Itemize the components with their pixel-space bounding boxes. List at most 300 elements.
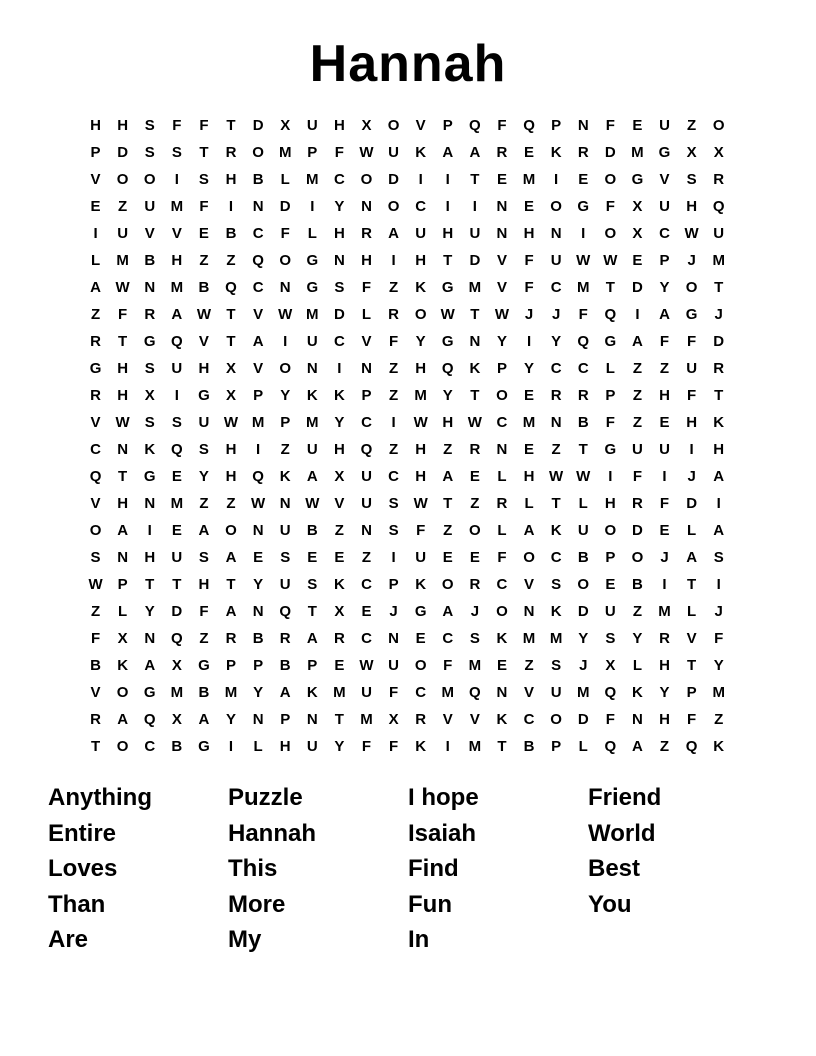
grid-cell[interactable]: Q [225, 279, 237, 296]
grid-cell[interactable]: C [496, 576, 508, 593]
grid-cell[interactable]: R [577, 387, 589, 404]
grid-cell[interactable]: I [445, 738, 450, 755]
grid-cell[interactable]: U [577, 522, 589, 539]
grid-cell[interactable]: I [256, 441, 261, 458]
grid-cell[interactable]: A [144, 657, 156, 674]
grid-cell[interactable]: O [550, 711, 562, 728]
grid-cell[interactable]: M [631, 144, 644, 161]
grid-cell[interactable]: E [496, 171, 507, 188]
grid-cell[interactable]: O [469, 522, 481, 539]
grid-cell[interactable]: N [306, 360, 318, 377]
grid-cell[interactable]: E [659, 522, 670, 539]
grid-cell[interactable]: U [388, 144, 399, 161]
grid-cell[interactable]: N [252, 711, 264, 728]
grid-cell[interactable]: A [523, 522, 535, 539]
grid-cell[interactable]: E [524, 387, 535, 404]
grid-cell[interactable]: Q [170, 630, 183, 647]
grid-cell[interactable]: I [283, 333, 288, 350]
grid-cell[interactable]: Z [687, 117, 697, 134]
grid-cell[interactable]: Z [388, 387, 399, 404]
grid-cell[interactable]: N [333, 252, 345, 269]
grid-cell[interactable]: J [389, 603, 398, 620]
grid-cell[interactable]: H [523, 468, 535, 485]
grid-cell[interactable]: A [713, 522, 725, 539]
grid-cell[interactable]: I [445, 198, 450, 215]
grid-cell[interactable]: R [144, 306, 156, 323]
grid-cell[interactable]: V [90, 684, 101, 701]
grid-cell[interactable]: A [306, 630, 318, 647]
grid-cell[interactable]: H [333, 225, 345, 242]
grid-cell[interactable]: R [90, 711, 101, 728]
grid-cell[interactable]: R [388, 306, 399, 323]
grid-cell[interactable]: I [174, 171, 179, 188]
grid-cell[interactable]: N [388, 630, 399, 647]
grid-cell[interactable]: H [279, 738, 291, 755]
grid-cell[interactable]: J [551, 306, 561, 323]
grid-cell[interactable]: K [496, 711, 508, 728]
grid-cell[interactable]: H [225, 441, 237, 458]
grid-cell[interactable]: T [443, 495, 453, 512]
grid-cell[interactable]: O [604, 171, 617, 188]
grid-cell[interactable]: E [415, 630, 426, 647]
grid-cell[interactable]: G [198, 387, 210, 404]
grid-cell[interactable]: E [442, 549, 453, 566]
grid-cell[interactable]: S [388, 522, 399, 539]
grid-cell[interactable]: G [198, 657, 210, 674]
grid-cell[interactable]: G [414, 603, 427, 620]
grid-cell[interactable]: B [144, 252, 156, 269]
grid-cell[interactable]: R [496, 144, 508, 161]
grid-cell[interactable]: J [714, 603, 723, 620]
grid-cell[interactable]: F [172, 117, 182, 134]
grid-cell[interactable]: Y [578, 630, 589, 647]
grid-cell[interactable]: Z [659, 360, 670, 377]
grid-cell[interactable]: T [226, 333, 236, 350]
grid-cell[interactable]: Z [199, 630, 209, 647]
grid-cell[interactable]: K [550, 144, 562, 161]
grid-cell[interactable]: N [550, 225, 562, 242]
grid-cell[interactable]: Q [604, 738, 617, 755]
grid-cell[interactable]: C [361, 576, 372, 593]
grid-cell[interactable]: Z [90, 306, 101, 323]
grid-cell[interactable]: R [713, 360, 725, 377]
grid-cell[interactable]: V [90, 495, 101, 512]
grid-cell[interactable]: K [279, 468, 291, 485]
grid-cell[interactable]: A [686, 549, 698, 566]
grid-cell[interactable]: V [90, 414, 101, 431]
grid-cell[interactable]: K [415, 279, 427, 296]
grid-cell[interactable]: T [226, 576, 236, 593]
grid-cell[interactable]: F [416, 522, 426, 539]
grid-cell[interactable]: I [391, 549, 396, 566]
grid-cell[interactable]: H [686, 198, 698, 215]
grid-cell[interactable]: V [171, 225, 182, 242]
grid-cell[interactable]: R [279, 630, 291, 647]
grid-cell[interactable]: C [361, 414, 372, 431]
grid-cell[interactable]: H [442, 414, 454, 431]
grid-cell[interactable]: D [632, 522, 643, 539]
grid-cell[interactable]: U [550, 684, 562, 701]
grid-cell[interactable]: Z [226, 252, 236, 269]
grid-cell[interactable]: A [90, 279, 101, 296]
grid-cell[interactable]: Q [170, 441, 183, 458]
grid-cell[interactable]: D [333, 306, 345, 323]
grid-cell[interactable]: M [522, 414, 536, 431]
grid-cell[interactable]: Z [226, 495, 236, 512]
grid-cell[interactable]: I [93, 225, 98, 242]
grid-cell[interactable]: R [469, 576, 481, 593]
grid-cell[interactable]: O [685, 279, 698, 296]
grid-cell[interactable]: B [577, 414, 589, 431]
grid-cell[interactable]: D [279, 198, 291, 215]
grid-cell[interactable]: J [687, 252, 696, 269]
grid-cell[interactable]: H [523, 225, 535, 242]
grid-cell[interactable]: C [333, 333, 345, 350]
grid-cell[interactable]: V [361, 333, 372, 350]
grid-cell[interactable]: P [280, 711, 291, 728]
grid-cell[interactable]: I [147, 522, 152, 539]
grid-cell[interactable]: Y [253, 576, 264, 593]
grid-cell[interactable]: M [441, 684, 455, 701]
grid-cell[interactable]: P [605, 387, 616, 404]
grid-cell[interactable]: H [604, 495, 616, 512]
grid-cell[interactable]: M [224, 684, 238, 701]
grid-cell[interactable]: Z [443, 441, 453, 458]
grid-cell[interactable]: P [388, 576, 399, 593]
grid-cell[interactable]: E [605, 576, 616, 593]
grid-cell[interactable]: M [306, 306, 319, 323]
grid-cell[interactable]: W [88, 576, 103, 593]
grid-cell[interactable]: T [714, 279, 724, 296]
grid-cell[interactable]: B [198, 279, 210, 296]
grid-cell[interactable]: N [361, 360, 372, 377]
grid-cell[interactable]: C [361, 630, 372, 647]
grid-cell[interactable]: M [414, 387, 427, 404]
grid-cell[interactable]: A [388, 225, 399, 242]
grid-cell[interactable]: M [116, 252, 129, 269]
grid-cell[interactable]: T [199, 144, 209, 161]
grid-cell[interactable]: J [687, 468, 696, 485]
grid-cell[interactable]: K [306, 684, 318, 701]
grid-cell[interactable]: O [496, 387, 508, 404]
grid-cell[interactable]: W [359, 657, 374, 674]
grid-cell[interactable]: F [388, 333, 399, 350]
grid-cell[interactable]: L [578, 495, 588, 512]
grid-cell[interactable]: I [716, 495, 721, 512]
grid-cell[interactable]: T [687, 576, 697, 593]
grid-cell[interactable]: M [712, 252, 725, 269]
grid-cell[interactable]: E [578, 171, 589, 188]
grid-cell[interactable]: Y [253, 684, 264, 701]
grid-cell[interactable]: N [496, 684, 508, 701]
grid-cell[interactable]: L [687, 522, 697, 539]
grid-cell[interactable]: C [144, 738, 156, 755]
grid-cell[interactable]: Z [443, 522, 453, 539]
grid-cell[interactable]: A [198, 522, 210, 539]
grid-cell[interactable]: F [497, 117, 507, 134]
grid-cell[interactable]: S [307, 576, 318, 593]
grid-cell[interactable]: F [659, 333, 670, 350]
grid-cell[interactable]: H [225, 171, 237, 188]
grid-cell[interactable]: K [117, 657, 129, 674]
grid-cell[interactable]: V [524, 576, 535, 593]
grid-cell[interactable]: N [117, 441, 129, 458]
grid-cell[interactable]: Z [524, 657, 534, 674]
grid-cell[interactable]: T [605, 279, 615, 296]
grid-cell[interactable]: L [687, 603, 697, 620]
grid-cell[interactable]: U [659, 198, 670, 215]
grid-cell[interactable]: C [252, 225, 264, 242]
grid-cell[interactable]: G [306, 279, 319, 296]
grid-cell[interactable]: Y [659, 279, 670, 296]
grid-cell[interactable]: O [604, 522, 617, 539]
grid-cell[interactable]: F [605, 711, 615, 728]
grid-cell[interactable]: Y [415, 333, 426, 350]
grid-cell[interactable]: J [524, 306, 534, 323]
grid-cell[interactable]: X [334, 603, 345, 620]
grid-cell[interactable]: A [225, 603, 237, 620]
grid-cell[interactable]: O [496, 603, 508, 620]
grid-cell[interactable]: C [252, 279, 264, 296]
grid-cell[interactable]: G [198, 738, 210, 755]
grid-cell[interactable]: W [359, 144, 374, 161]
grid-cell[interactable]: F [361, 279, 372, 296]
grid-cell[interactable]: E [90, 198, 101, 215]
grid-cell[interactable]: N [144, 495, 156, 512]
grid-cell[interactable]: D [686, 495, 698, 512]
grid-cell[interactable]: G [441, 333, 454, 350]
grid-cell[interactable]: U [659, 117, 670, 134]
grid-cell[interactable]: N [469, 333, 481, 350]
grid-cell[interactable]: W [576, 252, 591, 269]
grid-cell[interactable]: E [334, 549, 345, 566]
grid-cell[interactable]: P [496, 360, 507, 377]
grid-cell[interactable]: O [225, 522, 237, 539]
grid-cell[interactable]: N [252, 522, 264, 539]
grid-cell[interactable]: G [441, 279, 454, 296]
grid-cell[interactable]: D [604, 144, 616, 161]
grid-cell[interactable]: M [170, 684, 184, 701]
grid-cell[interactable]: S [144, 144, 155, 161]
grid-cell[interactable]: E [524, 198, 535, 215]
grid-cell[interactable]: F [687, 387, 697, 404]
grid-cell[interactable]: C [90, 441, 101, 458]
grid-cell[interactable]: N [144, 279, 156, 296]
grid-cell[interactable]: F [118, 306, 128, 323]
grid-cell[interactable]: E [361, 603, 372, 620]
grid-cell[interactable]: Z [470, 495, 480, 512]
grid-cell[interactable]: K [550, 522, 562, 539]
grid-cell[interactable]: E [469, 468, 480, 485]
grid-cell[interactable]: P [659, 252, 670, 269]
grid-cell[interactable]: Z [632, 603, 642, 620]
grid-cell[interactable]: N [306, 711, 318, 728]
grid-cell[interactable]: Z [632, 360, 642, 377]
grid-cell[interactable]: Z [388, 360, 399, 377]
grid-cell[interactable]: Q [577, 333, 590, 350]
grid-cell[interactable]: F [199, 198, 209, 215]
grid-cell[interactable]: Z [714, 711, 724, 728]
grid-cell[interactable]: H [686, 414, 698, 431]
grid-cell[interactable]: O [116, 171, 129, 188]
grid-cell[interactable]: P [117, 576, 128, 593]
grid-cell[interactable]: N [361, 522, 372, 539]
grid-cell[interactable]: O [360, 171, 373, 188]
grid-cell[interactable]: O [387, 198, 400, 215]
grid-cell[interactable]: O [631, 549, 644, 566]
grid-cell[interactable]: S [198, 441, 209, 458]
grid-cell[interactable]: B [252, 171, 264, 188]
grid-cell[interactable]: W [440, 306, 455, 323]
grid-cell[interactable]: H [415, 441, 427, 458]
grid-cell[interactable]: V [496, 279, 507, 296]
grid-cell[interactable]: H [198, 360, 210, 377]
grid-cell[interactable]: R [713, 171, 725, 188]
grid-cell[interactable]: V [253, 360, 264, 377]
grid-cell[interactable]: S [605, 630, 616, 647]
grid-cell[interactable]: H [659, 711, 670, 728]
grid-cell[interactable]: V [415, 117, 426, 134]
grid-cell[interactable]: E [171, 468, 182, 485]
grid-cell[interactable]: N [252, 603, 264, 620]
grid-cell[interactable]: A [225, 549, 237, 566]
grid-cell[interactable]: U [306, 738, 318, 755]
grid-cell[interactable]: Y [198, 468, 209, 485]
grid-cell[interactable]: A [632, 333, 643, 350]
grid-cell[interactable]: U [279, 576, 291, 593]
grid-cell[interactable]: K [713, 738, 725, 755]
grid-cell[interactable]: H [361, 252, 372, 269]
grid-cell[interactable]: E [659, 414, 670, 431]
grid-cell[interactable]: Q [252, 252, 264, 269]
grid-cell[interactable]: J [660, 549, 669, 566]
grid-cell[interactable]: F [714, 630, 724, 647]
grid-cell[interactable]: Q [712, 198, 725, 215]
grid-cell[interactable]: I [554, 171, 559, 188]
grid-cell[interactable]: T [145, 576, 155, 593]
grid-cell[interactable]: I [310, 198, 315, 215]
grid-cell[interactable]: V [686, 630, 697, 647]
grid-cell[interactable]: O [414, 657, 427, 674]
grid-cell[interactable]: I [716, 576, 721, 593]
grid-cell[interactable]: F [687, 711, 697, 728]
grid-cell[interactable]: T [497, 738, 507, 755]
grid-cell[interactable]: F [605, 117, 615, 134]
grid-cell[interactable]: C [415, 198, 427, 215]
grid-cell[interactable]: H [333, 441, 345, 458]
grid-cell[interactable]: P [280, 414, 291, 431]
grid-cell[interactable]: S [144, 414, 155, 431]
grid-cell[interactable]: S [144, 117, 155, 134]
grid-cell[interactable]: K [496, 630, 508, 647]
grid-cell[interactable]: U [306, 117, 318, 134]
grid-cell[interactable]: T [551, 495, 561, 512]
grid-cell[interactable]: X [171, 657, 182, 674]
grid-cell[interactable]: Z [118, 198, 128, 215]
grid-cell[interactable]: C [550, 279, 562, 296]
grid-cell[interactable]: R [90, 333, 101, 350]
grid-cell[interactable]: Y [334, 198, 345, 215]
grid-cell[interactable]: I [174, 387, 179, 404]
grid-cell[interactable]: L [632, 657, 642, 674]
grid-cell[interactable]: V [524, 684, 535, 701]
grid-cell[interactable]: U [686, 360, 698, 377]
grid-cell[interactable]: Y [524, 360, 535, 377]
grid-cell[interactable]: S [713, 549, 724, 566]
grid-cell[interactable]: F [199, 117, 209, 134]
grid-cell[interactable]: U [198, 414, 210, 431]
grid-cell[interactable]: H [713, 441, 725, 458]
grid-cell[interactable]: K [469, 360, 481, 377]
grid-cell[interactable]: I [472, 198, 477, 215]
grid-cell[interactable]: U [361, 684, 372, 701]
grid-cell[interactable]: F [388, 738, 399, 755]
grid-cell[interactable]: A [279, 684, 291, 701]
grid-cell[interactable]: Y [334, 738, 345, 755]
grid-cell[interactable]: S [280, 549, 291, 566]
grid-cell[interactable]: S [171, 414, 182, 431]
grid-cell[interactable]: I [391, 414, 396, 431]
grid-cell[interactable]: W [494, 306, 510, 323]
grid-cell[interactable]: L [497, 468, 507, 485]
grid-cell[interactable]: H [415, 468, 427, 485]
grid-cell[interactable]: G [143, 333, 156, 350]
grid-cell[interactable]: E [496, 657, 507, 674]
grid-cell[interactable]: G [577, 198, 590, 215]
grid-cell[interactable]: J [579, 657, 588, 674]
grid-cell[interactable]: C [659, 225, 670, 242]
grid-cell[interactable]: T [118, 333, 128, 350]
grid-cell[interactable]: C [333, 171, 345, 188]
grid-cell[interactable]: L [307, 225, 317, 242]
grid-cell[interactable]: H [90, 117, 101, 134]
grid-cell[interactable]: B [306, 522, 318, 539]
grid-cell[interactable]: P [307, 144, 318, 161]
grid-cell[interactable]: S [90, 549, 101, 566]
grid-cell[interactable]: O [712, 117, 725, 134]
grid-cell[interactable]: Y [632, 630, 643, 647]
grid-cell[interactable]: T [226, 117, 236, 134]
grid-cell[interactable]: P [686, 684, 697, 701]
grid-cell[interactable]: T [578, 441, 588, 458]
grid-cell[interactable]: E [469, 549, 480, 566]
grid-cell[interactable]: C [523, 711, 535, 728]
grid-cell[interactable]: B [279, 657, 291, 674]
grid-cell[interactable]: S [171, 144, 182, 161]
grid-cell[interactable]: P [253, 387, 264, 404]
grid-cell[interactable]: S [334, 279, 345, 296]
grid-cell[interactable]: B [577, 549, 589, 566]
grid-cell[interactable]: H [659, 387, 670, 404]
grid-cell[interactable]: Q [604, 306, 617, 323]
grid-cell[interactable]: M [712, 684, 725, 701]
grid-cell[interactable]: H [225, 468, 237, 485]
grid-cell[interactable]: W [278, 306, 293, 323]
grid-cell[interactable]: T [307, 603, 317, 620]
grid-cell[interactable]: A [117, 522, 129, 539]
grid-cell[interactable]: Z [280, 441, 290, 458]
grid-cell[interactable]: I [526, 333, 532, 350]
grid-cell[interactable]: G [658, 144, 671, 161]
grid-cell[interactable]: T [470, 171, 480, 188]
grid-cell[interactable]: Y [226, 711, 237, 728]
grid-cell[interactable]: M [468, 279, 482, 296]
grid-cell[interactable]: V [334, 495, 345, 512]
grid-cell[interactable]: D [632, 279, 643, 296]
grid-cell[interactable]: Z [551, 441, 561, 458]
grid-cell[interactable]: P [605, 549, 616, 566]
grid-cell[interactable]: M [306, 171, 319, 188]
